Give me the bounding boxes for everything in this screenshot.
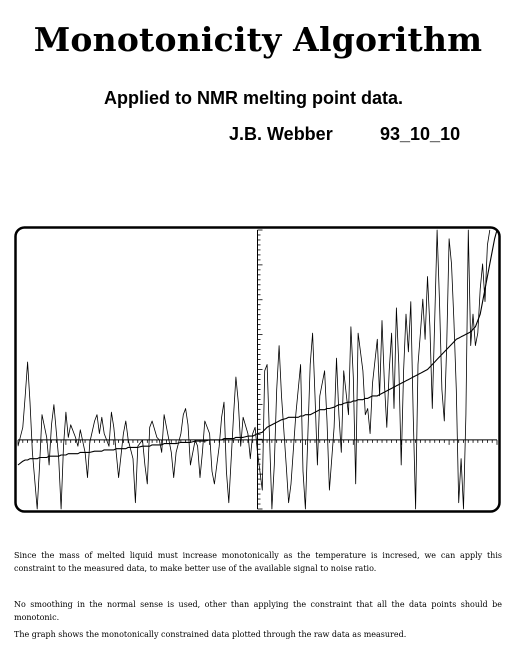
- note-paragraph-1: Since the mass of melted liquid must increase monotonically as the temperature is incresed, we can apply this constraint to the measured data, to make better use of the available signal to noise ratio.: [14, 551, 502, 573]
- subtitle: Applied to NMR melting point data.: [104, 88, 403, 108]
- page-title: Monotonicity Algorithm: [33, 20, 483, 59]
- chart-plot: [14, 226, 501, 513]
- note-paragraph-2: No smoothing in the normal sense is used, other than applying the constraint that all the data points should be monotonic.: [14, 600, 502, 622]
- note-paragraph-3: The graph shows the monotonically constrained data plotted through the raw data as measured.: [14, 630, 407, 639]
- raw-data-line: [18, 230, 490, 509]
- author: J.B. Webber: [229, 124, 333, 144]
- axes: [18, 230, 497, 509]
- date: 93_10_10: [380, 124, 461, 144]
